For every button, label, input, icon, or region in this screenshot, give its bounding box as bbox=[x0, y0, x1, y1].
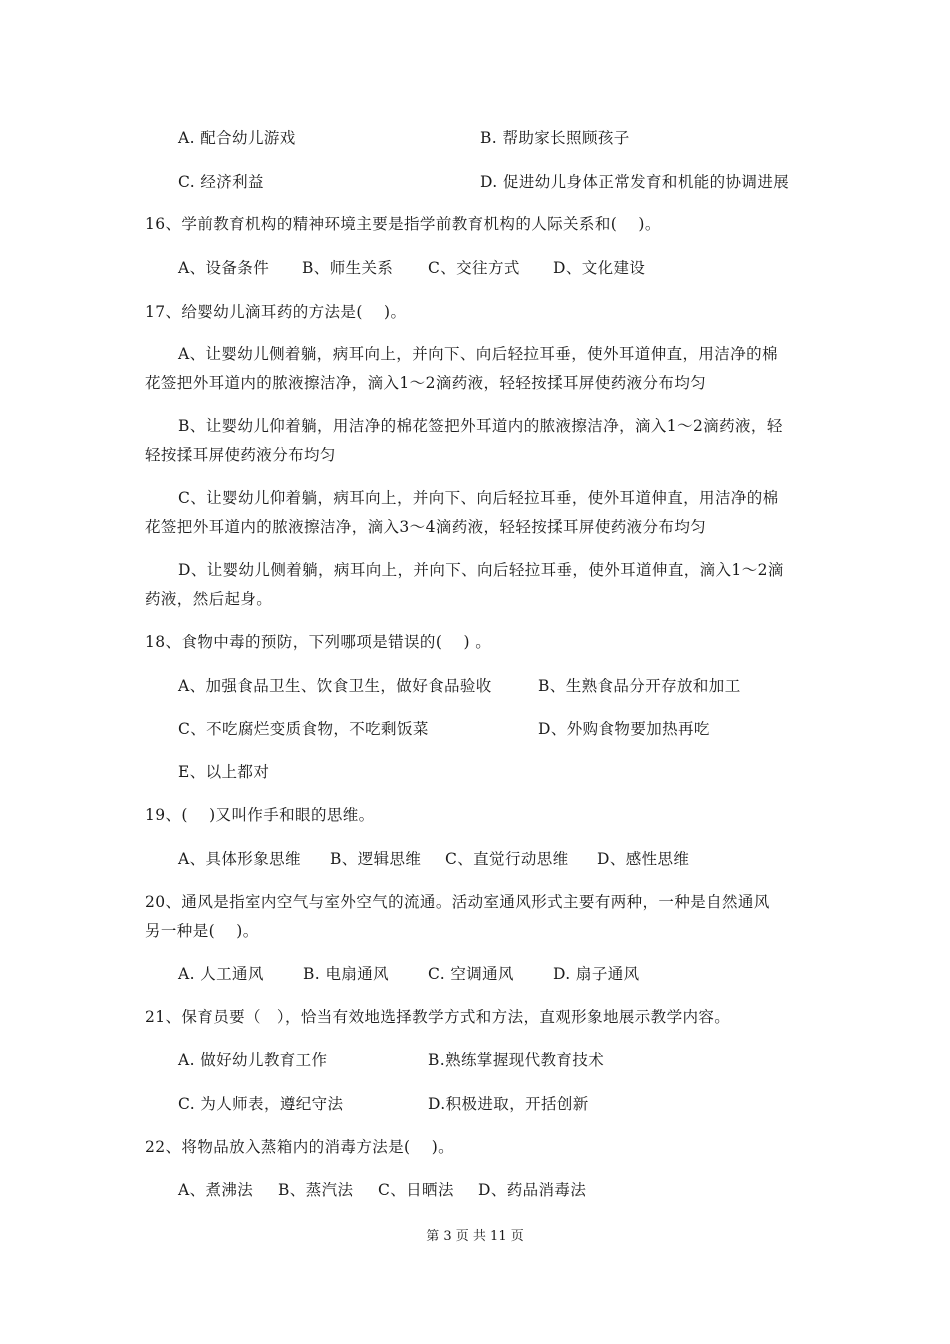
q22-option-c: C、日晒法 bbox=[378, 1181, 454, 1199]
q20-option-d: D. 扇子通风 bbox=[553, 965, 640, 983]
q16-option-b: B、师生关系 bbox=[302, 259, 394, 277]
q15-option-b: B. 帮助家长照顾孩子 bbox=[480, 129, 630, 147]
page-number-footer: 第 3 页 共 11 页 bbox=[426, 1229, 524, 1244]
q16-option-a: A、设备条件 bbox=[178, 259, 270, 277]
q20-stem-line2: 另一种是( )。 bbox=[145, 922, 259, 940]
q21-option-a: A. 做好幼儿教育工作 bbox=[178, 1051, 328, 1069]
q17-stem: 17、给婴幼儿滴耳药的方法是( )。 bbox=[145, 303, 407, 321]
q17-option-c-line1: C、让婴幼儿仰着躺，病耳向上，并向下、向后轻拉耳垂，使外耳道伸直，用洁净的棉 bbox=[178, 489, 779, 507]
q17-option-d-line2: 药液，然后起身。 bbox=[145, 590, 273, 608]
q17-option-a-line1: A、让婴幼儿侧着躺，病耳向上，并向下、向后轻拉耳垂，使外耳道伸直，用洁净的棉 bbox=[178, 345, 778, 363]
q19-option-b: B、逻辑思维 bbox=[330, 850, 422, 868]
q18-option-a: A、加强食品卫生、饮食卫生，做好食品验收 bbox=[178, 677, 492, 695]
q21-stem: 21、保育员要（ ），恰当有效地选择教学方式和方法，直观形象地展示教学内容。 bbox=[145, 1008, 731, 1026]
q18-stem: 18、食物中毒的预防，下列哪项是错误的( ) 。 bbox=[145, 633, 492, 651]
q22-option-d: D、药品消毒法 bbox=[478, 1181, 587, 1199]
q19-option-d: D、感性思维 bbox=[597, 850, 690, 868]
q16-stem: 16、学前教育机构的精神环境主要是指学前教育机构的人际关系和( )。 bbox=[145, 215, 661, 233]
q17-option-b-line2: 轻按揉耳屏使药液分布均匀 bbox=[145, 446, 336, 464]
q18-option-c: C、不吃腐烂变质食物，不吃剩饭菜 bbox=[178, 720, 429, 738]
q21-option-c: C. 为人师表，遵纪守法 bbox=[178, 1095, 344, 1113]
q22-option-a: A、煮沸法 bbox=[178, 1181, 254, 1199]
q16-option-d: D、文化建设 bbox=[553, 259, 646, 277]
q22-option-b: B、蒸汽法 bbox=[278, 1181, 354, 1199]
q17-option-c-line2: 花签把外耳道内的脓液擦洁净，滴入3～4滴药液，轻轻按揉耳屏使药液分布均匀 bbox=[145, 518, 707, 536]
q19-option-a: A、具体形象思维 bbox=[178, 850, 301, 868]
q15-option-a: A. 配合幼儿游戏 bbox=[178, 129, 296, 147]
q18-option-b: B、生熟食品分开存放和加工 bbox=[538, 677, 741, 695]
q17-option-d-line1: D、让婴幼儿侧着躺，病耳向上，并向下、向后轻拉耳垂，使外耳道伸直，滴入1～2滴 bbox=[178, 561, 784, 579]
q22-stem: 22、将物品放入蒸箱内的消毒方法是( )。 bbox=[145, 1138, 455, 1156]
q21-option-d: D.积极进取，开括创新 bbox=[428, 1095, 589, 1113]
q16-option-c: C、交往方式 bbox=[428, 259, 520, 277]
q18-option-e: E、以上都对 bbox=[178, 763, 270, 781]
q19-option-c: C、直觉行动思维 bbox=[445, 850, 569, 868]
q19-stem: 19、( )又叫作手和眼的思维。 bbox=[145, 806, 375, 824]
q17-option-a-line2: 花签把外耳道内的脓液擦洁净，滴入1～2滴药液，轻轻按揉耳屏使药液分布均匀 bbox=[145, 374, 707, 392]
q21-option-b: B.熟练掌握现代教育技术 bbox=[428, 1051, 605, 1069]
q20-option-c: C. 空调通风 bbox=[428, 965, 514, 983]
q18-option-d: D、外购食物要加热再吃 bbox=[538, 720, 710, 738]
q20-option-a: A. 人工通风 bbox=[178, 965, 264, 983]
q15-option-d: D. 促进幼儿身体正常发育和机能的协调进展 bbox=[480, 173, 790, 191]
q20-stem-line1: 20、通风是指室内空气与室外空气的流通。活动室通风形式主要有两种，一种是自然通风 bbox=[145, 893, 770, 911]
q20-option-b: B. 电扇通风 bbox=[303, 965, 390, 983]
q15-option-c: C. 经济利益 bbox=[178, 173, 264, 191]
q17-option-b-line1: B、让婴幼儿仰着躺，用洁净的棉花签把外耳道内的脓液擦洁净，滴入1～2滴药液，轻 bbox=[178, 417, 783, 435]
